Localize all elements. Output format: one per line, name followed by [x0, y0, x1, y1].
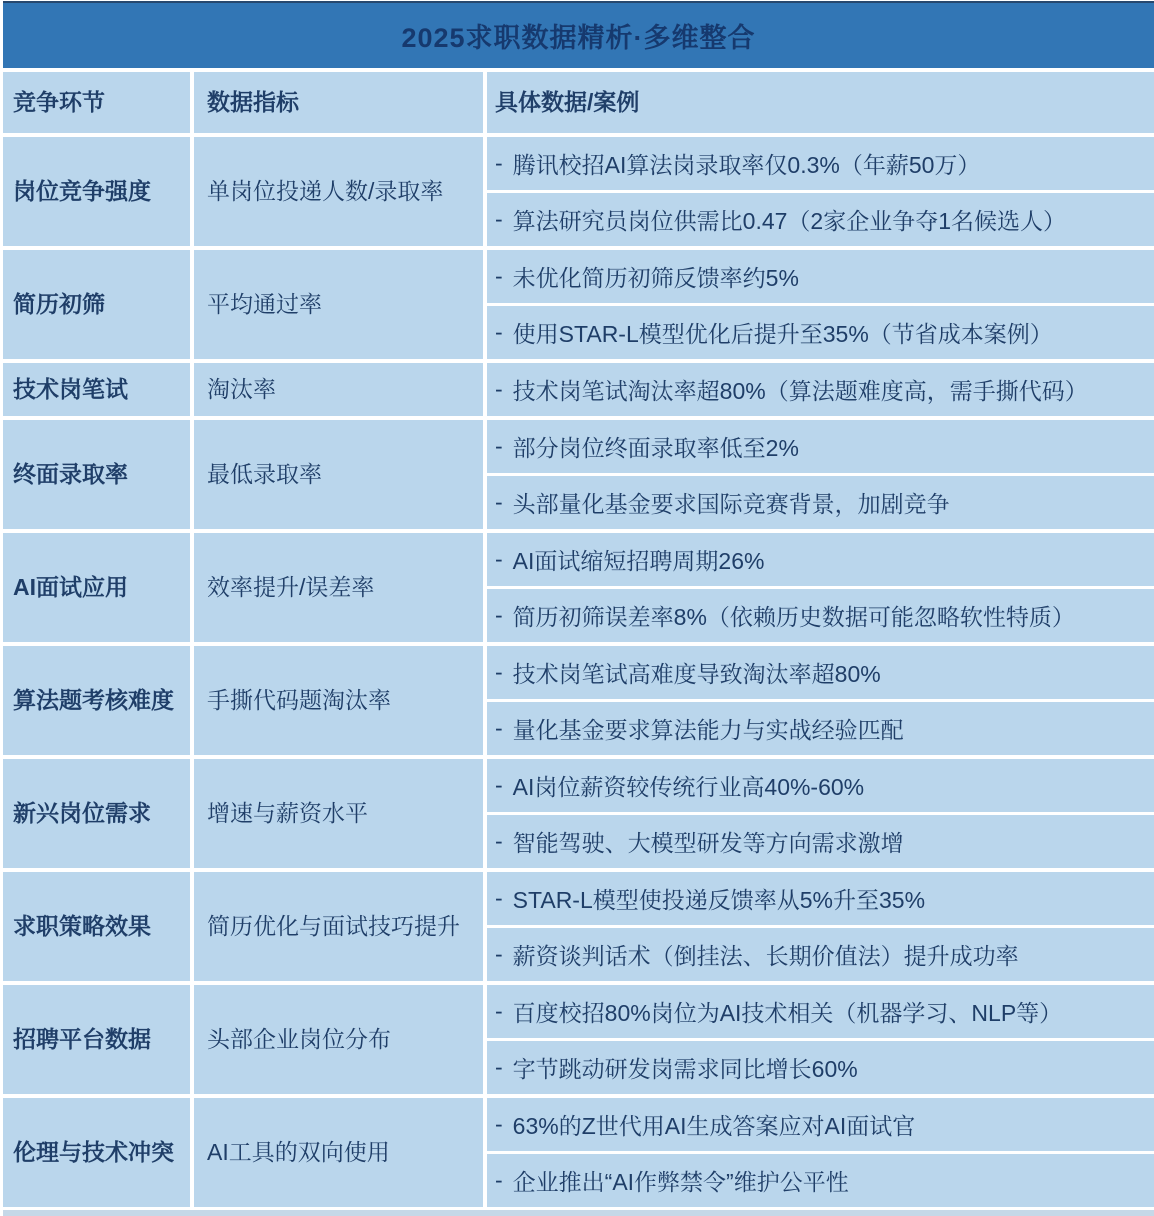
- detail-cell: [487, 533, 1154, 586]
- details-cell-group: [487, 420, 1154, 529]
- detail-text: 未优化简历初筛反馈率约5%: [512, 265, 799, 291]
- detail-text: 部分岗位终面录取率低至2%: [512, 435, 799, 461]
- detail-cell: [487, 1041, 1154, 1094]
- detail-cell: [487, 646, 1154, 699]
- metric-cell: 淘汰率: [194, 363, 483, 416]
- stage-cell: 招聘平台数据: [3, 985, 190, 1094]
- bullet-dash: -: [495, 206, 503, 232]
- stage-cell: 新兴岗位需求: [3, 759, 190, 868]
- table-row: [3, 985, 1154, 1094]
- table-body: [3, 137, 1154, 1207]
- detail-text: 使用STAR-L模型优化后提升至35%（节省成本案例）: [512, 321, 1053, 347]
- details-cell-group: [487, 533, 1154, 642]
- metric-cell: 增速与薪资水平: [194, 759, 483, 868]
- detail-text: 算法研究员岗位供需比0.47（2家企业争夺1名候选人）: [512, 208, 1067, 234]
- metric-cell: AI工具的双向使用: [194, 1098, 483, 1207]
- metric-cell: 头部企业岗位分布: [194, 985, 483, 1094]
- table-title-bar: [3, 1, 1154, 68]
- detail-text: 头部量化基金要求国际竞赛背景，加剧竞争: [512, 491, 950, 517]
- bullet-dash: -: [495, 1167, 503, 1193]
- detail-cell: [487, 306, 1154, 359]
- details-cell-group: [487, 250, 1154, 359]
- bullet-dash: -: [495, 772, 503, 798]
- metric-cell: 平均通过率: [194, 250, 483, 359]
- page-title: 2025求职数据精析·多维整合: [401, 23, 756, 53]
- column-header-details: 具体数据/案例: [487, 72, 1154, 133]
- bullet-dash: -: [495, 1054, 503, 1080]
- bullet-dash: -: [495, 998, 503, 1024]
- detail-cell: [487, 928, 1154, 981]
- metric-cell: 最低录取率: [194, 420, 483, 529]
- metric-cell: 简历优化与面试技巧提升: [194, 872, 483, 981]
- details-cell-group: [487, 759, 1154, 868]
- bullet-dash: -: [495, 319, 503, 345]
- detail-cell: [487, 420, 1154, 473]
- details-cell-group: [487, 1098, 1154, 1207]
- details-cell-group: [487, 363, 1154, 416]
- details-cell-group: [487, 872, 1154, 981]
- detail-cell: [487, 985, 1154, 1038]
- stage-cell: 岗位竞争强度: [3, 137, 190, 246]
- bullet-dash: -: [495, 489, 503, 515]
- table-row: [3, 1098, 1154, 1207]
- metric-cell: 手撕代码题淘汰率: [194, 646, 483, 755]
- detail-cell: [487, 250, 1154, 303]
- stage-cell: AI面试应用: [3, 533, 190, 642]
- bullet-dash: -: [495, 376, 503, 402]
- stage-cell: 算法题考核难度: [3, 646, 190, 755]
- table-row: [3, 646, 1154, 755]
- table-row: [3, 250, 1154, 359]
- detail-text: 薪资谈判话术（倒挂法、长期价值法）提升成功率: [512, 943, 1019, 969]
- details-cell-group: [487, 985, 1154, 1094]
- detail-text: AI面试缩短招聘周期26%: [512, 548, 765, 574]
- bullet-dash: -: [495, 715, 503, 741]
- detail-text: 字节跳动研发岗需求同比增长60%: [512, 1056, 858, 1082]
- bullet-dash: -: [495, 1111, 503, 1137]
- bullet-dash: -: [495, 602, 503, 628]
- details-cell-group: [487, 646, 1154, 755]
- detail-text: 技术岗笔试高难度导致淘汰率超80%: [512, 661, 881, 687]
- detail-text: 百度校招80%岗位为AI技术相关（机器学习、NLP等）: [512, 1000, 1063, 1026]
- stage-cell: 简历初筛: [3, 250, 190, 359]
- detail-cell: [487, 193, 1154, 246]
- table-row: [3, 363, 1154, 416]
- stage-cell: 技术岗笔试: [3, 363, 190, 416]
- metric-cell: 效率提升/误差率: [194, 533, 483, 642]
- detail-cell: [487, 589, 1154, 642]
- metric-cell: 单岗位投递人数/录取率: [194, 137, 483, 246]
- table-row: [3, 420, 1154, 529]
- detail-text: 63%的Z世代用AI生成答案应对AI面试官: [512, 1113, 916, 1139]
- detail-cell: [487, 759, 1154, 812]
- detail-cell: [487, 1154, 1154, 1207]
- bottom-edge-strip: [3, 1210, 1154, 1216]
- detail-text: AI岗位薪资较传统行业高40%-60%: [512, 774, 865, 800]
- bullet-dash: -: [495, 885, 503, 911]
- bullet-dash: -: [495, 659, 503, 685]
- bullet-dash: -: [495, 546, 503, 572]
- detail-text: 量化基金要求算法能力与实战经验匹配: [512, 717, 904, 743]
- stage-cell: 终面录取率: [3, 420, 190, 529]
- bullet-dash: -: [495, 433, 503, 459]
- detail-cell: [487, 702, 1154, 755]
- detail-cell: [487, 363, 1154, 416]
- table-row: [3, 533, 1154, 642]
- detail-text: 腾讯校招AI算法岗录取率仅0.3%（年薪50万）: [512, 152, 981, 178]
- bullet-dash: -: [495, 150, 503, 176]
- column-header-row: [3, 72, 1154, 133]
- detail-cell: [487, 476, 1154, 529]
- detail-text: 技术岗笔试淘汰率超80%（算法题难度高，需手撕代码）: [512, 378, 1088, 404]
- column-header-stage: 竞争环节: [3, 72, 190, 133]
- bullet-dash: -: [495, 941, 503, 967]
- detail-text: 智能驾驶、大模型研发等方向需求激增: [512, 830, 904, 856]
- detail-text: STAR-L模型使投递反馈率从5%升至35%: [512, 887, 926, 913]
- detail-cell: [487, 815, 1154, 868]
- detail-cell: [487, 1098, 1154, 1151]
- detail-text: 企业推出“AI作弊禁令”维护公平性: [512, 1169, 849, 1195]
- bullet-dash: -: [495, 828, 503, 854]
- column-header-metric: 数据指标: [194, 72, 483, 133]
- stage-cell: 求职策略效果: [3, 872, 190, 981]
- table-row: [3, 759, 1154, 868]
- table-row: [3, 872, 1154, 981]
- detail-text: 简历初筛误差率8%（依赖历史数据可能忽略软性特质）: [512, 604, 1075, 630]
- table-row: [3, 137, 1154, 246]
- bullet-dash: -: [495, 263, 503, 289]
- detail-cell: [487, 137, 1154, 190]
- stage-cell: 伦理与技术冲突: [3, 1098, 190, 1207]
- detail-cell: [487, 872, 1154, 925]
- details-cell-group: [487, 137, 1154, 246]
